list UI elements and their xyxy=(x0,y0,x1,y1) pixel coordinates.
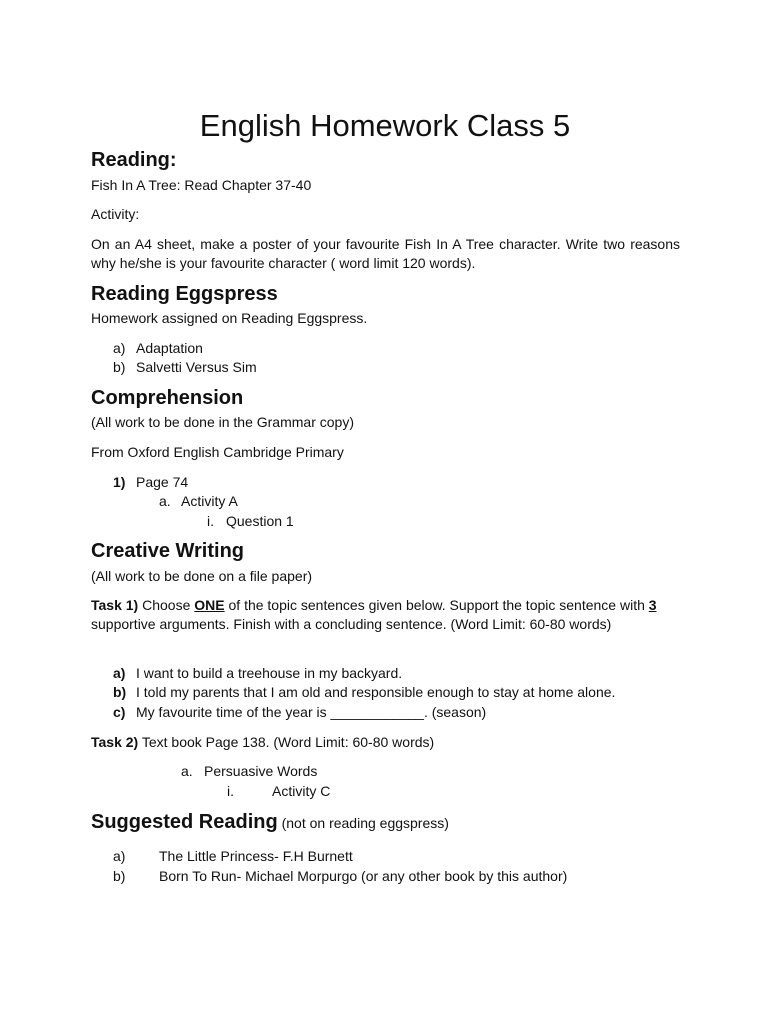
creative-writing-heading: Creative Writing xyxy=(91,540,244,562)
page-title: English Homework Class 5 xyxy=(199,108,571,143)
list-item-text: Activity C xyxy=(272,783,331,799)
list-item-text: I want to build a treehouse in my backyard. xyxy=(136,665,403,681)
list-item-text: Adaptation xyxy=(136,340,203,356)
list-marker: a) xyxy=(113,665,126,681)
list-marker: a) xyxy=(113,340,126,356)
list-item xyxy=(227,782,330,801)
task2-text xyxy=(91,733,434,752)
list-marker: 1) xyxy=(113,474,126,490)
suggested-reading-note: (not on reading eggspress) xyxy=(277,815,449,831)
list-item-text: Salvetti Versus Sim xyxy=(136,359,257,375)
eggspress-intro: Homework assigned on Reading Eggspress. xyxy=(91,310,368,326)
task1-label: Task 1) xyxy=(91,597,139,613)
task1-text-part: Choose xyxy=(138,597,195,613)
list-marker: i. xyxy=(227,783,234,799)
reading-book-text: Fish In A Tree: Read Chapter 37-40 xyxy=(91,177,312,193)
list-item-text: I told my parents that I am old and responsible enough to stay at home alone. xyxy=(136,684,616,700)
task2-text-part: Text book Page 138. (Word Limit: 60-80 words) xyxy=(138,734,435,750)
list-marker: b) xyxy=(113,359,126,375)
list-item xyxy=(113,703,486,722)
list-item xyxy=(113,664,402,683)
eggspress-heading: Reading Eggspress xyxy=(91,283,278,305)
list-item xyxy=(181,762,317,781)
comprehension-note: (All work to be done in the Grammar copy) xyxy=(91,414,354,430)
list-item-text: Activity A xyxy=(181,493,238,509)
reading-activity-label: Activity: xyxy=(91,206,140,222)
task1-text-part: supportive arguments. Finish with a concluding sentence. (Word Limit: 60-80 words) xyxy=(91,616,612,632)
comprehension-source: From Oxford English Cambridge Primary xyxy=(91,444,344,460)
list-marker: a) xyxy=(113,848,126,864)
list-item-text: Persuasive Words xyxy=(204,763,318,779)
list-item xyxy=(113,358,257,377)
task1-emphasis-one: ONE xyxy=(194,597,225,613)
list-item xyxy=(113,847,353,866)
suggested-reading-title: Suggested Reading xyxy=(91,811,278,833)
comprehension-heading: Comprehension xyxy=(91,387,244,409)
list-item xyxy=(159,492,238,511)
list-marker: a. xyxy=(181,763,193,779)
list-item xyxy=(207,512,294,531)
list-item-text: My favourite time of the year is ____________. (season) xyxy=(136,704,487,720)
list-item xyxy=(113,473,188,492)
creative-writing-note: (All work to be done on a file paper) xyxy=(91,568,313,584)
list-marker: b) xyxy=(113,684,127,700)
list-marker: i. xyxy=(207,513,214,529)
list-marker: b) xyxy=(113,868,126,884)
suggested-reading-heading xyxy=(91,811,449,834)
reading-activity-text: On an A4 sheet, make a poster of your favourite Fish In A Tree character. Write two reasons why he/she is your favourite character ( word limit 120 words). xyxy=(91,236,680,271)
reading-heading: Reading: xyxy=(91,149,177,171)
list-marker: a. xyxy=(159,493,171,509)
list-item xyxy=(113,867,567,886)
task1-text-part: of the topic sentences given below. Support the topic sentence with xyxy=(224,597,649,613)
task1-text xyxy=(91,596,676,634)
list-item-text: The Little Princess- F.H Burnett xyxy=(159,848,353,864)
list-item xyxy=(113,683,615,702)
list-item xyxy=(113,339,203,358)
task1-emphasis-three: 3 xyxy=(648,597,657,613)
list-item-text: Born To Run- Michael Morpurgo (or any other book by this author) xyxy=(159,868,568,884)
task2-label: Task 2) xyxy=(91,734,139,750)
list-item-text: Question 1 xyxy=(226,513,294,529)
list-item-text: Page 74 xyxy=(136,474,189,490)
list-marker: c) xyxy=(113,704,126,720)
